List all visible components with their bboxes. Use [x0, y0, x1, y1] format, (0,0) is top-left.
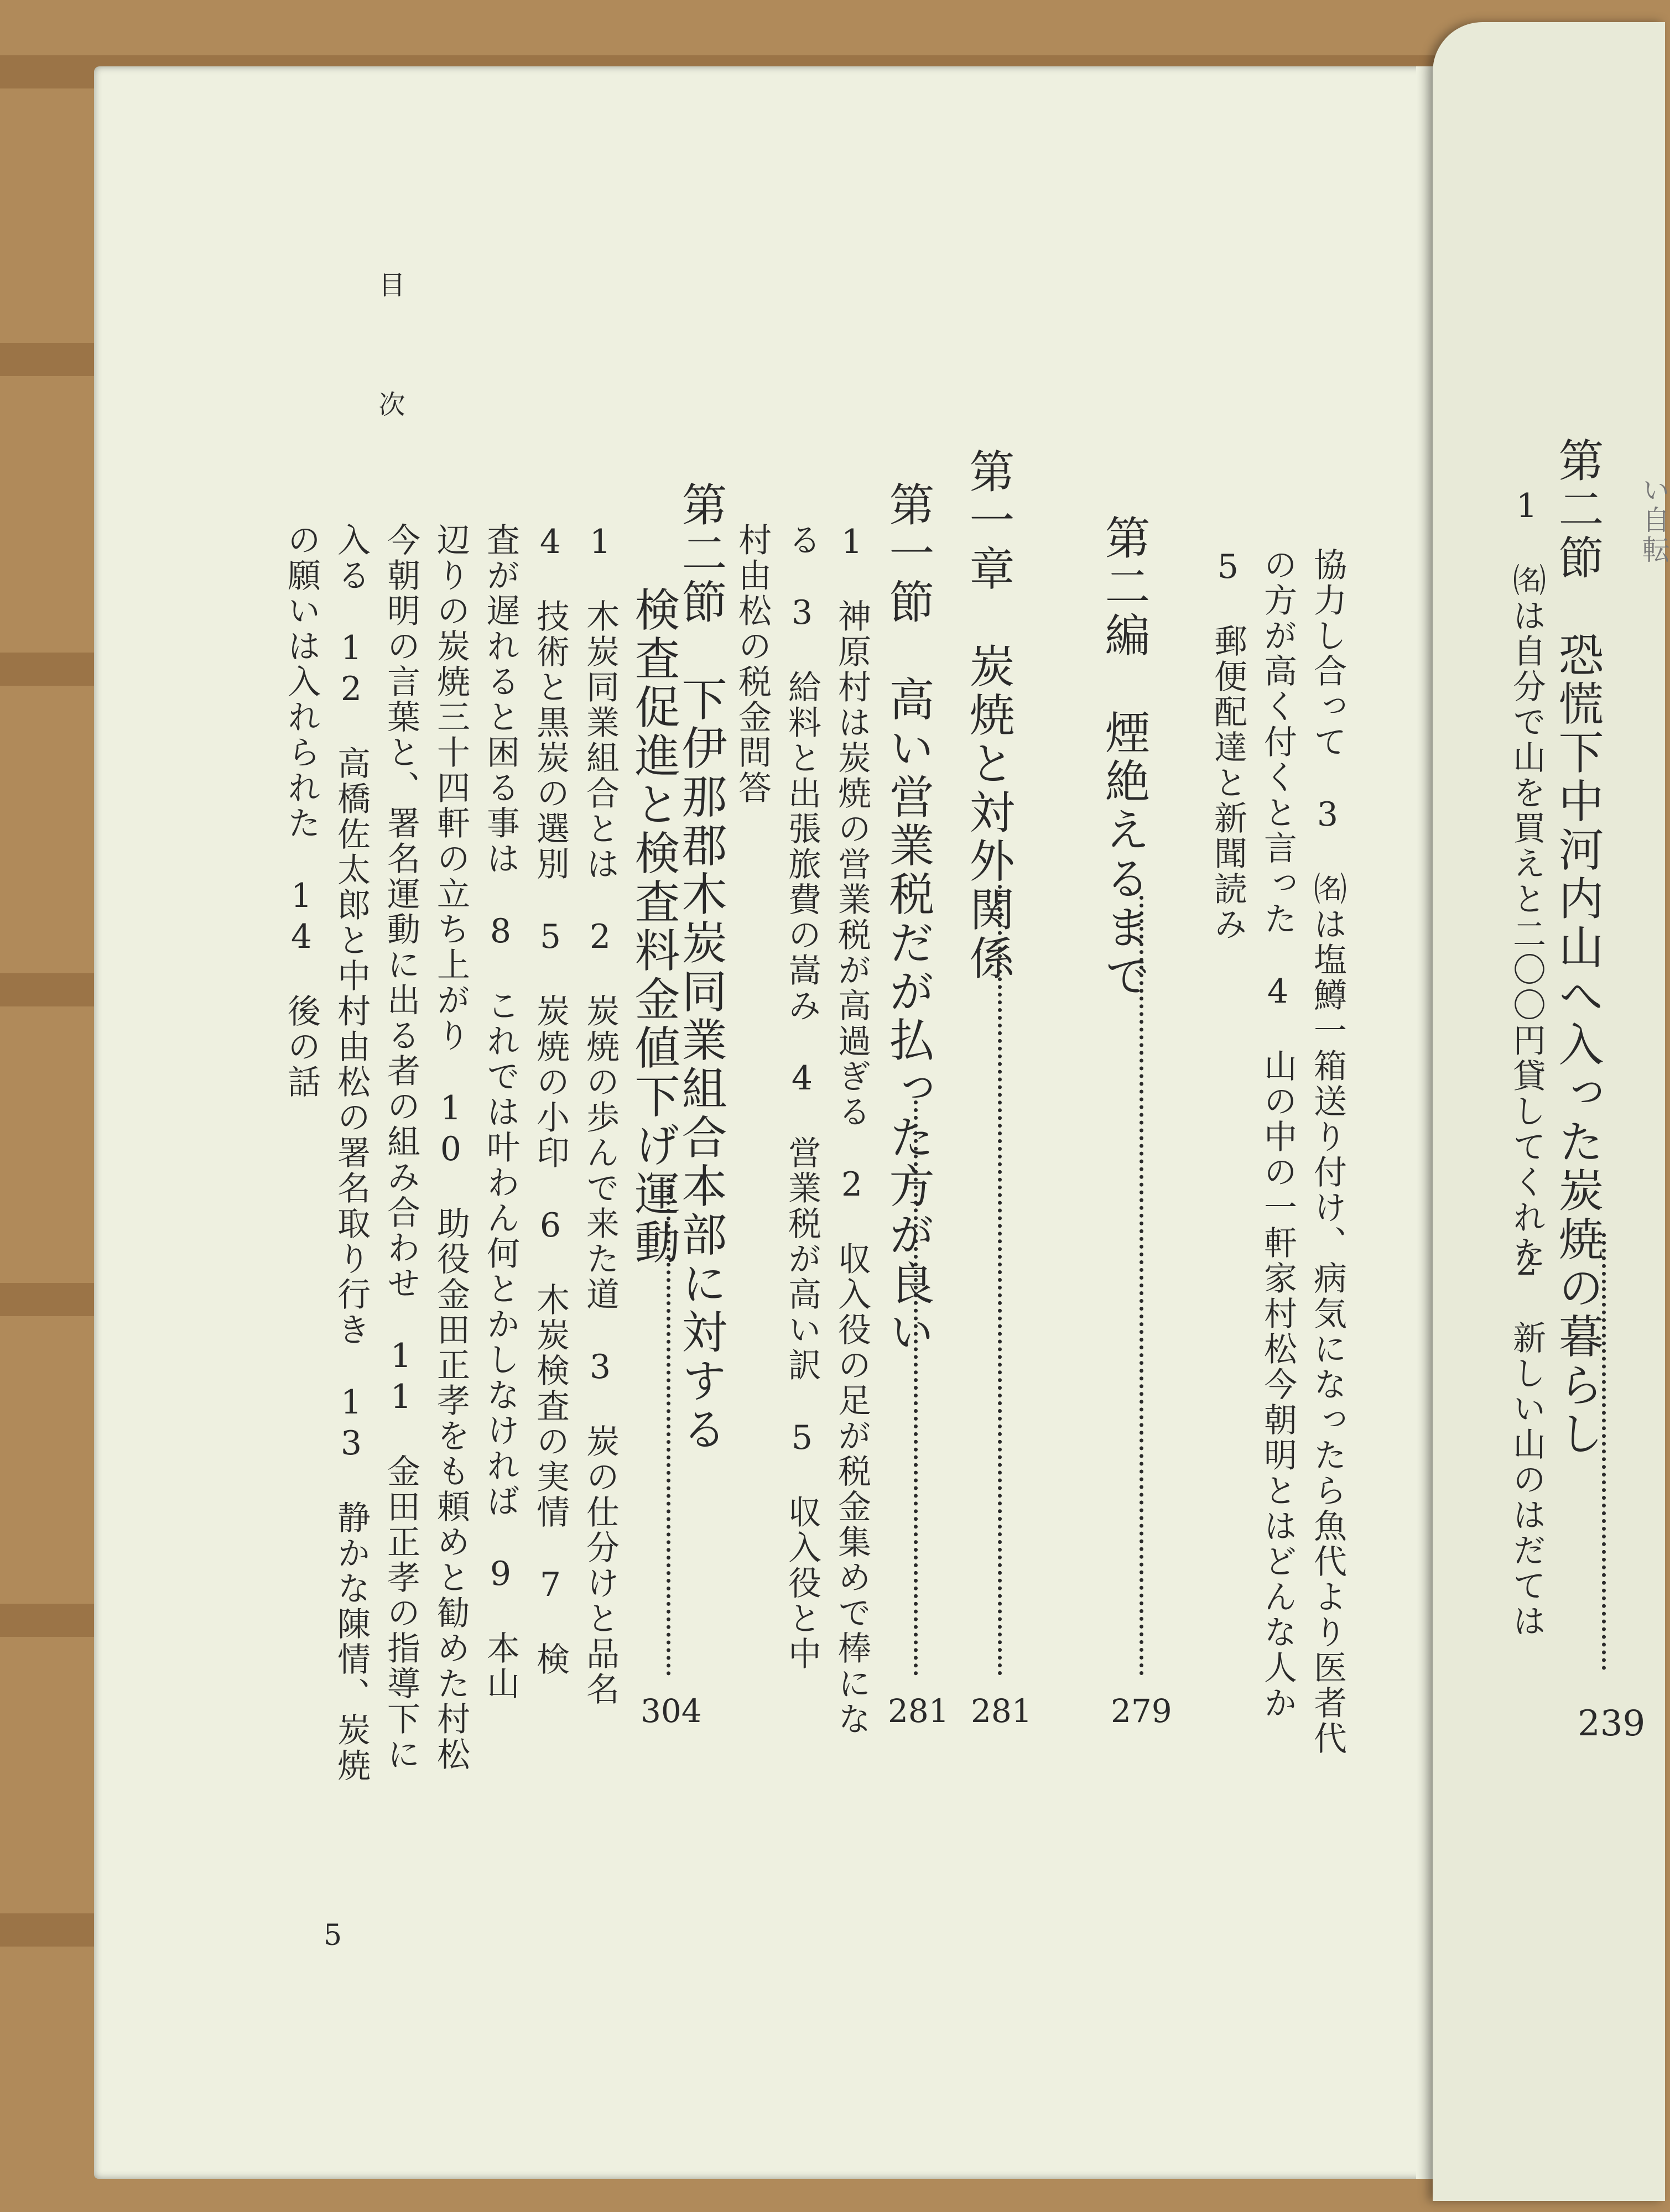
chapter-title: 第一章 炭焼と対外関係: [962, 448, 1015, 983]
toc-item-line: 5 郵便配達と新聞読み: [1209, 547, 1247, 942]
left-page: [94, 66, 1433, 2179]
section-page: 281: [888, 1692, 949, 1730]
toc-item-line: 1 神原村は炭焼の営業税が高過ぎる 2 収入役の足が税金集めで棒にな: [833, 523, 871, 1737]
toc-item-line: 今朝明の言葉と、署名運動に出る者の組み合わせ 11 金田正孝の指導下に: [382, 523, 420, 1772]
toc-item-line: 村由松の税金問答: [733, 523, 772, 806]
right-page: [1433, 22, 1665, 2201]
toc-item-line: 協力し合って 3 ㈴は塩鱒一箱送り付け、病気になったら魚代より医者代: [1308, 547, 1347, 1756]
toc-item-line: の願いは入れられた 14 後の話: [282, 523, 321, 1100]
right-item-line: 2 新しい山のはだては: [1507, 1244, 1546, 1639]
section-title: 第二節 下伊那郡木炭同業組合本部に対する: [674, 481, 727, 1454]
right-section-title: 第二節 恐慌下中河内山へ入った炭焼の暮らし: [1551, 437, 1604, 1459]
page-number: 5: [324, 1919, 342, 1952]
leader-dots: [914, 1100, 918, 1676]
toc-item-line: 入る 12 高橋佐太郎と中村由松の署名取り行き 13 静かな陳情、炭焼: [332, 523, 371, 1783]
section-page: 304: [641, 1692, 702, 1730]
toc-item-line: 1 木炭同業組合とは 2 炭焼の歩んで来た道 3 炭の仕分けと品名: [581, 523, 620, 1707]
leader-dots: [667, 1178, 670, 1676]
toc-item-line: 4 技術と黒炭の選別 5 炭焼の小印 6 木炭検査の実情 7 検: [531, 523, 570, 1677]
toc-heading: 目 次: [374, 271, 405, 450]
section-title: 第一節 高い営業税だが払った方が良い: [882, 481, 934, 1357]
chapter-page: 281: [971, 1692, 1032, 1730]
leader-dots: [1602, 1233, 1606, 1670]
right-section-page: 239: [1578, 1703, 1646, 1744]
part-page: 279: [1111, 1692, 1172, 1730]
part-title: 第二編 煙絶えるまで: [1097, 514, 1150, 1001]
section-title-cont: 検査促進と検査料金値下げ運動: [627, 586, 680, 1267]
toc-item-line: 査が遅れると困る事は 8 これでは叶わん何とかしなければ 9 本山: [481, 523, 520, 1702]
leader-dots: [1140, 896, 1143, 1676]
right-item-line: 1 ㈴は自分で山を買えと二〇〇円貸してくれた: [1507, 487, 1546, 1271]
leader-dots: [998, 885, 1002, 1676]
toc-item-line: 辺りの炭焼三十四軒の立ち上がり 10 助役金田正孝をも頼めと勧めた村松: [431, 523, 470, 1772]
right-edge-text: い自転: [1638, 476, 1670, 565]
toc-item-line: の方が高く付くと言った 4 山の中の一軒家村松今朝明とはどんな人か: [1258, 547, 1297, 1721]
toc-item-line: る 3 給料と出張旅費の嵩み 4 営業税が高い訳 5 収入役と中: [783, 523, 821, 1672]
